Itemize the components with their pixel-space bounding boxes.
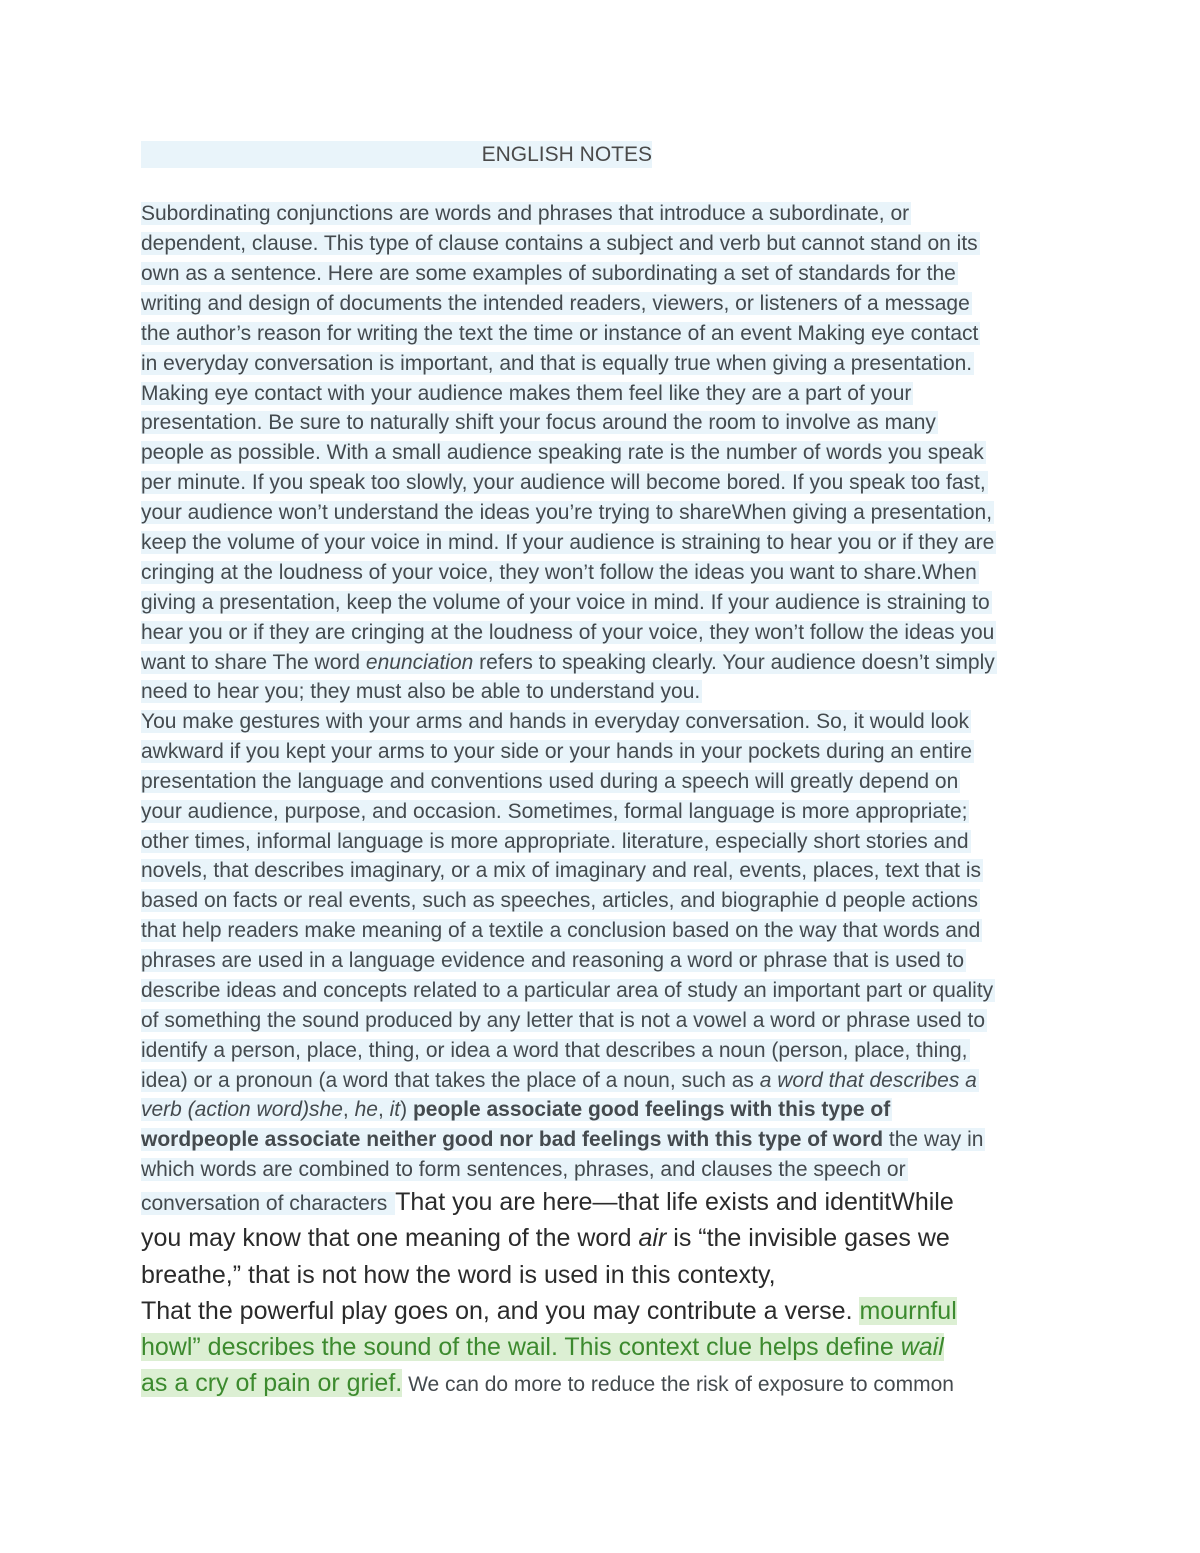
- text-line: conversation of characters That you are here—that life exists and identitWhile: [141, 1188, 954, 1216]
- page-title: ENGLISH NOTES: [141, 141, 652, 168]
- text-line: your audience, purpose, and occasion. Sometimes, formal language is more appropriate;: [141, 800, 968, 823]
- text-line: dependent, clause. This type of clause contains a subject and verb but cannot stand on its: [141, 232, 978, 255]
- text-line: you may know that one meaning of the word air is “the invisible gases we: [141, 1224, 950, 1252]
- text-line: that help readers make meaning of a textile a conclusion based on the way that words and: [141, 919, 981, 942]
- text-line: need to hear you; they must also be able to understand you.: [141, 680, 701, 703]
- text-line: in everyday conversation is important, and that is equally true when giving a presentation.: [141, 352, 973, 375]
- text-line: wordpeople associate neither good nor bad feelings with this type of word the way in: [141, 1128, 984, 1151]
- text-line: writing and design of documents the intended readers, viewers, or listeners of a message: [141, 292, 970, 315]
- text-line: the author’s reason for writing the text the time or instance of an event Making eye contact: [141, 322, 979, 345]
- text-line: idea) or a pronoun (a word that takes the place of a noun, such as a word that describes a: [141, 1069, 977, 1092]
- text-line: novels, that describes imaginary, or a mix of imaginary and real, events, places, text that is: [141, 859, 981, 882]
- text-line: hear you or if they are cringing at the loudness of your voice, they won’t follow the ideas you: [141, 621, 995, 644]
- text-line: howl” describes the sound of the wail. This context clue helps define wail: [141, 1333, 944, 1361]
- text-line: per minute. If you speak too slowly, your audience will become bored. If you speak too fast,: [141, 471, 986, 494]
- text-line: keep the volume of your voice in mind. If your audience is straining to hear you or if they are: [141, 531, 995, 554]
- text-line: own as a sentence. Here are some examples of subordinating a set of standards for the: [141, 262, 956, 285]
- text-line: breathe,” that is not how the word is used in this contexty,: [141, 1261, 776, 1289]
- text-line: which words are combined to form sentences, phrases, and clauses the speech or: [141, 1158, 906, 1181]
- text-line: awkward if you kept your arms to your side or your hands in your pockets during an entire: [141, 740, 973, 763]
- text-line: as a cry of pain or grief. We can do more to reduce the risk of exposure to common: [141, 1369, 954, 1397]
- text-line: other times, informal language is more appropriate. literature, especially short stories and: [141, 830, 969, 853]
- text-line: your audience won’t understand the ideas you’re trying to shareWhen giving a presentation,: [141, 501, 993, 524]
- text-line: giving a presentation, keep the volume of your voice in mind. If your audience is straining to: [141, 591, 990, 614]
- text-line: cringing at the loudness of your voice, they won’t follow the ideas you want to share.When: [141, 561, 977, 584]
- text-line: You make gestures with your arms and hands in everyday conversation. So, it would look: [141, 710, 970, 733]
- text-line: based on facts or real events, such as speeches, articles, and biographie d people actions: [141, 889, 979, 912]
- text-line: verb (action word)she, he, it) people associate good feelings with this type of: [141, 1098, 891, 1121]
- text-line: Subordinating conjunctions are words and phrases that introduce a subordinate, or: [141, 202, 910, 225]
- text-line: want to share The word enunciation refers to speaking clearly. Your audience doesn’t simply: [141, 651, 995, 674]
- text-line: presentation the language and conventions used during a speech will greatly depend on: [141, 770, 959, 793]
- text-line: of something the sound produced by any letter that is not a vowel a word or phrase used to: [141, 1009, 986, 1032]
- text-line: people as possible. With a small audience speaking rate is the number of words you speak: [141, 441, 984, 464]
- text-line: describe ideas and concepts related to a particular area of study an important part or quality: [141, 979, 994, 1002]
- text-line: phrases are used in a language evidence and reasoning a word or phrase that is used to: [141, 949, 965, 972]
- text-line: identify a person, place, thing, or idea a word that describes a noun (person, place, thing,: [141, 1039, 968, 1062]
- text-line: That the powerful play goes on, and you may contribute a verse. mournful: [141, 1297, 957, 1325]
- text-line: Making eye contact with your audience makes them feel like they are a part of your: [141, 382, 912, 405]
- text-line: presentation. Be sure to naturally shift your focus around the room to involve as many: [141, 411, 936, 434]
